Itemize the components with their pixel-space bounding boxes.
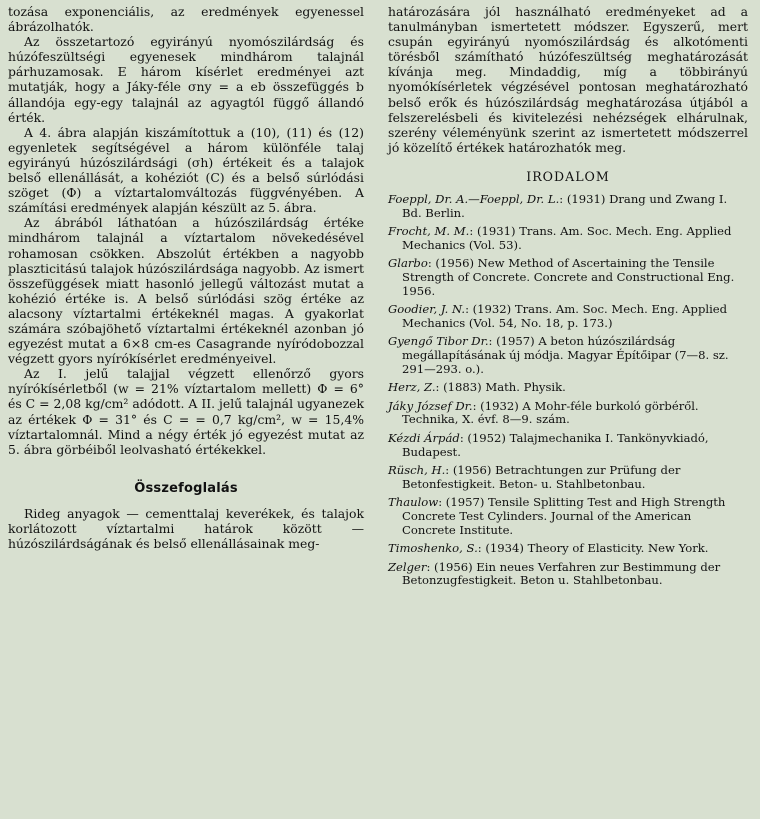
body-paragraph: határozására jól használható eredményeket ad a tanulmányban ismertetett módszer. Egyszerű, mert csupán egyirányú nyomószilárdság és alkotómenti törésből számítható húzófeszültség meghatározását kívánja meg. Mindaddig, míg a többirányú nyomókísérletek végzésével pontosan meghatározható belső erők és húzószilárdság meghatározása útjából a felszerelésbeli és kivitelezési nehézségek elhárulnak, szerény véleményünk szerint az ismertetett módszerrel jó közelítő értékek határozhatók meg. <box>388 4 748 155</box>
reference-item <box>388 432 748 459</box>
reference-text: : (1931) Drang und Zwang I. Bd. Berlin. <box>402 192 728 220</box>
body-paragraph: Az összetartozó egyirányú nyomószilárdság és húzófeszültségi egyenesek mindhárom talajnál párhuzamosak. E három kísérlet eredményei azt mutatják, hogy a Jáky-féle σny = a eb összefüggés b állandója egy-egy talajnál az agyagtól függő állandó érték. <box>8 34 364 125</box>
summary-heading: Összefoglalás <box>134 480 238 496</box>
body-paragraph: tozása exponenciális, az eredmények egyenessel ábrázolhatók. <box>8 4 364 35</box>
references-list <box>388 193 748 588</box>
summary-paragraph: Rideg anyagok — cementtalaj keverékek, és talajok korlátozott víztartalmi határok között — húzószilárdságának és belső ellenállásainak meg- <box>8 505 364 552</box>
reference-author: Gyengő Tibor Dr. <box>388 334 489 349</box>
reference-author: Frocht, M. M. <box>388 224 470 239</box>
body-paragraph: Az I. jelű talajjal végzett ellenőrző gyors nyírókísérletből (w = 21% víztartalom mellett) Φ = 6° és C = 2,08 kg/cm² adódott. A II. jelű talajnál ugyanezek az értékek Φ = 31° és C = = 0,7 kg/cm², w = 15,4% víztartalomnál. Mind a négy érték jó egyezést mutat az 5. ábra görbéiből leolvasható értékekkel. <box>8 366 364 457</box>
reference-text: : (1932) Trans. Am. Soc. Mech. Eng. Applied Mechanics (Vol. 54, No. 18, p. 173.) <box>402 302 728 330</box>
reference-item <box>388 496 748 537</box>
reference-author: Jáky József Dr. <box>388 398 473 413</box>
reference-item <box>388 400 748 427</box>
reference-author: Foeppl, Dr. A.—Foeppl, Dr. L. <box>388 192 560 207</box>
reference-item <box>388 225 748 252</box>
reference-item <box>388 381 748 395</box>
left-column <box>8 4 364 551</box>
reference-author: Rüsch, H. <box>388 463 446 478</box>
reference-text: : (1956) New Method of Ascertaining the Tensile Strength of Concrete. Concrete and Constructional Eng. 1956. <box>402 256 735 298</box>
right-column <box>388 4 748 593</box>
reference-item <box>388 257 748 298</box>
reference-text: : (1934) Theory of Elasticity. New York. <box>477 541 709 556</box>
body-paragraph: A 4. ábra alapján kiszámítottuk a (10), (11) és (12) egyenletek segítségével a három különféle talaj egyirányú húzószilárdsági (σh) értékeit és a talajok belső ellenállását, a kohéziót (C) és a belső súrlódási szöget (Φ) a víztartalomváltozás függvényében. A számítási eredmények alapján készült az 5. ábra. <box>8 124 364 216</box>
reference-author: Herz, Z. <box>388 380 436 395</box>
reference-text: : (1956) Betrachtungen zur Prüfung der Betonfestigkeit. Beton- u. Stahlbetonbau. <box>402 463 681 491</box>
reference-author: Thaulow <box>388 495 439 510</box>
reference-author: Glarbo <box>388 256 428 271</box>
reference-author: Goodier, J. N. <box>388 302 466 317</box>
reference-text: : (1957) A beton húzószilárdság megállapításának új módja. Magyar Építőipar (7—8. sz. 291—293. o.). <box>402 334 729 376</box>
reference-item <box>388 193 748 220</box>
body-paragraph: Az ábrából láthatóan a húzószilárdság értéke mindhárom talajnál a víztartalom növekedésével rohamosan csökken. Abszolút értékben a nagyobb plaszticitású talajok húzószilárdsága nagyobb. Az ismert összefüggések miatt hasonló jellegű változást mutat a kohézió értéke is. A belső súrlódási szög értéke az alacsony víztartalmi értékeknél magas. A gyakorlat számára szóbajöhető víztartalmi értékeknél azonban jó egyezést mutat a 6×8 cm-es Casagrande nyíródobozzal végzett gyors nyírókísérlet eredményeivel. <box>8 215 364 367</box>
reference-text: : (1957) Tensile Splitting Test and High Strength Concrete Test Cylinders. Journal of the American Concrete Institute. <box>402 495 726 537</box>
reference-author: Kézdi Árpád <box>388 430 460 445</box>
reference-text: : (1883) Math. Physik. <box>435 380 566 395</box>
reference-item <box>388 542 748 556</box>
reference-text: : (1932) A Mohr-féle burkoló görbéről. Technika, X. évf. 8—9. szám. <box>402 398 699 427</box>
references-heading: IRODALOM <box>526 168 610 184</box>
reference-text: : (1956) Ein neues Verfahren zur Bestimmung der Betonzugfestigkeit. Beton u. Stahlbetonbau. <box>402 559 721 588</box>
reference-text: : (1952) Talajmechanika I. Tankönyvkiadó, Budapest. <box>402 430 709 459</box>
reference-item <box>388 561 748 588</box>
reference-author: Timoshenko, S. <box>388 541 478 556</box>
reference-item <box>388 464 748 491</box>
reference-text: : (1931) Trans. Am. Soc. Mech. Eng. Applied Mechanics (Vol. 53). <box>402 224 732 252</box>
reference-item <box>388 335 748 376</box>
reference-item <box>388 303 748 330</box>
reference-author: Zelger <box>388 559 427 574</box>
